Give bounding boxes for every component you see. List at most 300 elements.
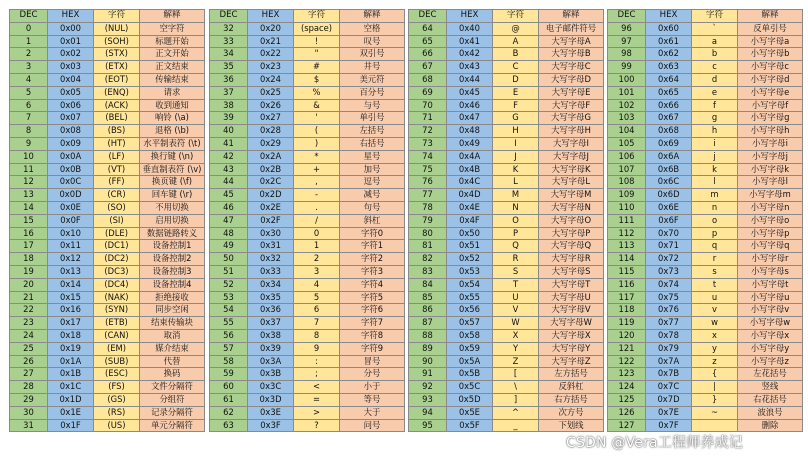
dec-cell: 17: [10, 240, 48, 253]
desc-cell: 正文开始: [140, 48, 205, 61]
header-hex: HEX: [248, 10, 294, 23]
hex-cell: 0x3B: [248, 368, 294, 381]
char-cell: 0: [294, 227, 340, 240]
char-cell: ?: [294, 419, 340, 432]
table-row: [210, 99, 405, 112]
hex-cell: 0x3C: [248, 381, 294, 394]
table-row: [409, 99, 604, 112]
desc-cell: 换页键 (\f): [140, 176, 205, 189]
table-row: [10, 22, 205, 35]
char-cell: (ESC): [94, 368, 140, 381]
table-row: [608, 406, 803, 419]
char-cell: (DC2): [94, 253, 140, 266]
hex-cell: 0x45: [447, 86, 493, 99]
dec-cell: 0: [10, 22, 48, 35]
desc-cell: 大写字母J: [539, 150, 604, 163]
dec-cell: 90: [409, 355, 447, 368]
table-row: [10, 291, 205, 304]
hex-cell: 0x7A: [646, 355, 692, 368]
table-row: [210, 291, 405, 304]
dec-cell: 123: [608, 368, 646, 381]
dec-cell: 6: [10, 99, 48, 112]
char-cell: (EM): [94, 342, 140, 355]
desc-cell: 标题开始: [140, 35, 205, 48]
desc-cell: 小写字母l: [738, 176, 803, 189]
ascii-table-32-63: [209, 9, 405, 432]
table-row: [409, 176, 604, 189]
dec-cell: 11: [10, 163, 48, 176]
table-row: [210, 406, 405, 419]
hex-cell: 0x34: [248, 278, 294, 291]
ascii-table-96-127: [607, 9, 803, 432]
hex-cell: 0x6E: [646, 201, 692, 214]
hex-cell: 0x68: [646, 125, 692, 138]
char-cell: z: [692, 355, 738, 368]
hex-cell: 0x65: [646, 86, 692, 99]
char-cell: 1: [294, 240, 340, 253]
dec-cell: 47: [210, 214, 248, 227]
char-cell: O: [493, 214, 539, 227]
table-row: [608, 419, 803, 432]
desc-cell: 收到通知: [140, 99, 205, 112]
dec-cell: 95: [409, 419, 447, 432]
table-row: [409, 137, 604, 150]
desc-cell: 小写字母v: [738, 304, 803, 317]
dec-cell: 108: [608, 176, 646, 189]
char-cell: (RS): [94, 406, 140, 419]
char-cell: I: [493, 137, 539, 150]
table-row: [608, 393, 803, 406]
char-cell: n: [692, 201, 738, 214]
char-cell: 9: [294, 342, 340, 355]
dec-cell: 100: [608, 73, 646, 86]
desc-cell: 响铃 (\a): [140, 112, 205, 125]
hex-cell: 0x7B: [646, 368, 692, 381]
char-cell: <: [294, 381, 340, 394]
dec-cell: 23: [10, 317, 48, 330]
char-cell: (CAN): [94, 329, 140, 342]
hex-cell: 0x1C: [48, 381, 94, 394]
hex-cell: 0x57: [447, 317, 493, 330]
dec-cell: 13: [10, 189, 48, 202]
dec-cell: 60: [210, 381, 248, 394]
hex-cell: 0x53: [447, 265, 493, 278]
desc-cell: 拒绝接收: [140, 291, 205, 304]
hex-cell: 0x5C: [447, 381, 493, 394]
desc-cell: 右方括号: [539, 393, 604, 406]
char-cell: (BS): [94, 125, 140, 138]
dec-cell: 3: [10, 61, 48, 74]
dec-cell: 119: [608, 317, 646, 330]
dec-cell: 109: [608, 189, 646, 202]
char-cell: 6: [294, 304, 340, 317]
hex-cell: 0x40: [447, 22, 493, 35]
header-chr: 字符: [94, 10, 140, 23]
dec-cell: 87: [409, 317, 447, 330]
table-row: [210, 278, 405, 291]
dec-cell: 4: [10, 73, 48, 86]
dec-cell: 65: [409, 35, 447, 48]
desc-cell: 小写字母j: [738, 150, 803, 163]
dec-cell: 76: [409, 176, 447, 189]
table-row: [10, 342, 205, 355]
table-row: [409, 368, 604, 381]
char-cell: (DLE): [94, 227, 140, 240]
dec-cell: 97: [608, 35, 646, 48]
hex-cell: 0x22: [248, 48, 294, 61]
table-row: [608, 150, 803, 163]
table-row: [210, 163, 405, 176]
char-cell: (SO): [94, 201, 140, 214]
char-cell: b: [692, 48, 738, 61]
hex-cell: 0x72: [646, 253, 692, 266]
hex-cell: 0x74: [646, 278, 692, 291]
hex-cell: 0x56: [447, 304, 493, 317]
desc-cell: 逗号: [340, 176, 405, 189]
char-cell: t: [692, 278, 738, 291]
table-row: [409, 265, 604, 278]
char-cell: 5: [294, 291, 340, 304]
desc-cell: 问号: [340, 419, 405, 432]
char-cell: N: [493, 201, 539, 214]
dec-cell: 104: [608, 125, 646, 138]
char-cell: .: [294, 201, 340, 214]
dec-cell: 51: [210, 265, 248, 278]
char-cell: (VT): [94, 163, 140, 176]
header-hex: HEX: [48, 10, 94, 23]
table-row: [210, 73, 405, 86]
desc-cell: 启用切换: [140, 214, 205, 227]
char-cell: (: [294, 125, 340, 138]
char-cell: ^: [493, 406, 539, 419]
hex-cell: 0x76: [646, 304, 692, 317]
desc-cell: 设备控制2: [140, 253, 205, 266]
desc-cell: 小写字母r: [738, 253, 803, 266]
dec-cell: 112: [608, 227, 646, 240]
char-cell: g: [692, 112, 738, 125]
char-cell: M: [493, 189, 539, 202]
hex-cell: 0x18: [48, 329, 94, 342]
hex-cell: 0x59: [447, 342, 493, 355]
desc-cell: 删除: [738, 419, 803, 432]
table-row: [608, 304, 803, 317]
header-dec: DEC: [10, 10, 48, 23]
table-row: [210, 393, 405, 406]
dec-cell: 40: [210, 125, 248, 138]
dec-cell: 110: [608, 201, 646, 214]
char-cell: p: [692, 227, 738, 240]
char-cell: 3: [294, 265, 340, 278]
dec-cell: 125: [608, 393, 646, 406]
desc-cell: 小写字母n: [738, 201, 803, 214]
hex-cell: 0x63: [646, 61, 692, 74]
desc-cell: 设备控制4: [140, 278, 205, 291]
desc-cell: 井号: [340, 61, 405, 74]
hex-cell: 0x54: [447, 278, 493, 291]
char-cell: f: [692, 99, 738, 112]
hex-cell: 0x01: [48, 35, 94, 48]
char-cell: e: [692, 86, 738, 99]
table-row: [10, 125, 205, 138]
hex-cell: 0x28: [248, 125, 294, 138]
desc-cell: 字符5: [340, 291, 405, 304]
table-row: [409, 304, 604, 317]
dec-cell: 105: [608, 137, 646, 150]
desc-cell: 垂直制表符 (\v): [140, 163, 205, 176]
hex-cell: 0x31: [248, 240, 294, 253]
hex-cell: 0x1F: [48, 419, 94, 432]
char-cell: k: [692, 163, 738, 176]
hex-cell: 0x29: [248, 137, 294, 150]
char-cell: ": [294, 48, 340, 61]
char-cell: (DC1): [94, 240, 140, 253]
desc-cell: 大写字母V: [539, 304, 604, 317]
header-chr: 字符: [692, 10, 738, 23]
table-row: [10, 201, 205, 214]
dec-cell: 38: [210, 99, 248, 112]
hex-cell: 0x09: [48, 137, 94, 150]
dec-cell: 80: [409, 227, 447, 240]
table-row: [210, 304, 405, 317]
table-row: [409, 163, 604, 176]
dec-cell: 79: [409, 214, 447, 227]
char-cell: y: [692, 342, 738, 355]
char-cell: r: [692, 253, 738, 266]
char-cell: v: [692, 304, 738, 317]
dec-cell: 114: [608, 253, 646, 266]
dec-cell: 29: [10, 393, 48, 406]
table-row: [409, 393, 604, 406]
table-row: [210, 317, 405, 330]
dec-cell: 15: [10, 214, 48, 227]
hex-cell: 0x32: [248, 253, 294, 266]
table-row: [409, 291, 604, 304]
table-row: [608, 22, 803, 35]
desc-cell: 大写字母B: [539, 48, 604, 61]
desc-cell: 小写字母y: [738, 342, 803, 355]
dec-cell: 66: [409, 48, 447, 61]
table-row: [409, 317, 604, 330]
desc-cell: 小写字母a: [738, 35, 803, 48]
table-row: [409, 22, 604, 35]
dec-cell: 43: [210, 163, 248, 176]
table-header-row: [10, 10, 205, 23]
table-row: [10, 304, 205, 317]
char-cell: (HT): [94, 137, 140, 150]
dec-cell: 106: [608, 150, 646, 163]
dec-cell: 54: [210, 304, 248, 317]
char-cell: (NUL): [94, 22, 140, 35]
char-cell: }: [692, 393, 738, 406]
hex-cell: 0x48: [447, 125, 493, 138]
desc-cell: 回车键 (\r): [140, 189, 205, 202]
char-cell: (SI): [94, 214, 140, 227]
desc-cell: 空格: [340, 22, 405, 35]
hex-cell: 0x47: [447, 112, 493, 125]
desc-cell: 大写字母C: [539, 61, 604, 74]
hex-cell: 0x36: [248, 304, 294, 317]
desc-cell: 双引号: [340, 48, 405, 61]
char-cell: m: [692, 189, 738, 202]
hex-cell: 0x2A: [248, 150, 294, 163]
dec-cell: 75: [409, 163, 447, 176]
desc-cell: 与号: [340, 99, 405, 112]
dec-cell: 122: [608, 355, 646, 368]
desc-cell: 小写字母w: [738, 317, 803, 330]
char-cell: w: [692, 317, 738, 330]
table-row: [409, 419, 604, 432]
dec-cell: 117: [608, 291, 646, 304]
dec-cell: 115: [608, 265, 646, 278]
table-header-row: [210, 10, 405, 23]
table-row: [608, 368, 803, 381]
char-cell: C: [493, 61, 539, 74]
hex-cell: 0x4F: [447, 214, 493, 227]
hex-cell: 0x0D: [48, 189, 94, 202]
desc-cell: 分组符: [140, 393, 205, 406]
desc-cell: 单元分隔符: [140, 419, 205, 432]
desc-cell: 大写字母G: [539, 112, 604, 125]
char-cell: \: [493, 381, 539, 394]
dec-cell: 21: [10, 291, 48, 304]
hex-cell: 0x3D: [248, 393, 294, 406]
dec-cell: 45: [210, 189, 248, 202]
dec-cell: 35: [210, 61, 248, 74]
header-chr: 字符: [493, 10, 539, 23]
dec-cell: 69: [409, 86, 447, 99]
char-cell: (STX): [94, 48, 140, 61]
char-cell: (US): [94, 419, 140, 432]
table-row: [608, 214, 803, 227]
dec-cell: 118: [608, 304, 646, 317]
header-desc: 解释: [738, 10, 803, 23]
table-row: [210, 227, 405, 240]
hex-cell: 0x66: [646, 99, 692, 112]
table-row: [608, 329, 803, 342]
desc-cell: 字符4: [340, 278, 405, 291]
char-cell: ): [294, 137, 340, 150]
char-cell: (SUB): [94, 355, 140, 368]
char-cell: W: [493, 317, 539, 330]
hex-cell: 0x0C: [48, 176, 94, 189]
table-row: [608, 189, 803, 202]
hex-cell: 0x1A: [48, 355, 94, 368]
dec-cell: 63: [210, 419, 248, 432]
desc-cell: 大写字母L: [539, 176, 604, 189]
hex-cell: 0x19: [48, 342, 94, 355]
char-cell: ,: [294, 176, 340, 189]
dec-cell: 72: [409, 125, 447, 138]
hex-cell: 0x4A: [447, 150, 493, 163]
dec-cell: 70: [409, 99, 447, 112]
hex-cell: 0x73: [646, 265, 692, 278]
hex-cell: 0x58: [447, 329, 493, 342]
table-row: [210, 355, 405, 368]
desc-cell: 大写字母H: [539, 125, 604, 138]
dec-cell: 81: [409, 240, 447, 253]
table-row: [608, 342, 803, 355]
dec-cell: 32: [210, 22, 248, 35]
hex-cell: 0x70: [646, 227, 692, 240]
char-cell: (FF): [94, 176, 140, 189]
dec-cell: 19: [10, 265, 48, 278]
table-row: [210, 253, 405, 266]
char-cell: >: [294, 406, 340, 419]
char-cell: {: [692, 368, 738, 381]
dec-cell: 83: [409, 265, 447, 278]
table-row: [10, 48, 205, 61]
hex-cell: 0x52: [447, 253, 493, 266]
dec-cell: 127: [608, 419, 646, 432]
char-cell: ~: [692, 406, 738, 419]
dec-cell: 42: [210, 150, 248, 163]
char-cell: =: [294, 393, 340, 406]
desc-cell: 大写字母E: [539, 86, 604, 99]
header-hex: HEX: [646, 10, 692, 23]
char-cell: F: [493, 99, 539, 112]
table-row: [409, 381, 604, 394]
hex-cell: 0x13: [48, 265, 94, 278]
dec-cell: 101: [608, 86, 646, 99]
hex-cell: 0x14: [48, 278, 94, 291]
desc-cell: 电子邮件符号: [539, 22, 604, 35]
dec-cell: 26: [10, 355, 48, 368]
dec-cell: 20: [10, 278, 48, 291]
hex-cell: 0x3F: [248, 419, 294, 432]
dec-cell: 94: [409, 406, 447, 419]
hex-cell: 0x30: [248, 227, 294, 240]
char-cell: S: [493, 265, 539, 278]
desc-cell: 小写字母f: [738, 99, 803, 112]
desc-cell: 星号: [340, 150, 405, 163]
table-row: [409, 189, 604, 202]
char-cell: +: [294, 163, 340, 176]
dec-cell: 62: [210, 406, 248, 419]
table-row: [10, 393, 205, 406]
desc-cell: 等号: [340, 393, 405, 406]
desc-cell: 波浪号: [738, 406, 803, 419]
table-row: [10, 189, 205, 202]
table-row: [409, 253, 604, 266]
dec-cell: 96: [608, 22, 646, 35]
char-cell: [: [493, 368, 539, 381]
table-row: [409, 227, 604, 240]
desc-cell: 小写字母e: [738, 86, 803, 99]
dec-cell: 9: [10, 137, 48, 150]
desc-cell: 文件分隔符: [140, 381, 205, 394]
char-cell: X: [493, 329, 539, 342]
hex-cell: 0x27: [248, 112, 294, 125]
desc-cell: 字符1: [340, 240, 405, 253]
header-dec: DEC: [409, 10, 447, 23]
dec-cell: 37: [210, 86, 248, 99]
hex-cell: 0x5D: [447, 393, 493, 406]
char-cell: E: [493, 86, 539, 99]
table-row: [210, 137, 405, 150]
hex-cell: 0x2D: [248, 189, 294, 202]
char-cell: (ENQ): [94, 86, 140, 99]
dec-cell: 103: [608, 112, 646, 125]
hex-cell: 0x26: [248, 99, 294, 112]
hex-cell: 0x23: [248, 61, 294, 74]
desc-cell: 小写字母g: [738, 112, 803, 125]
char-cell: -: [294, 189, 340, 202]
char-cell: ;: [294, 368, 340, 381]
desc-cell: 大写字母T: [539, 278, 604, 291]
dec-cell: 99: [608, 61, 646, 74]
char-cell: 8: [294, 329, 340, 342]
char-cell: %: [294, 86, 340, 99]
